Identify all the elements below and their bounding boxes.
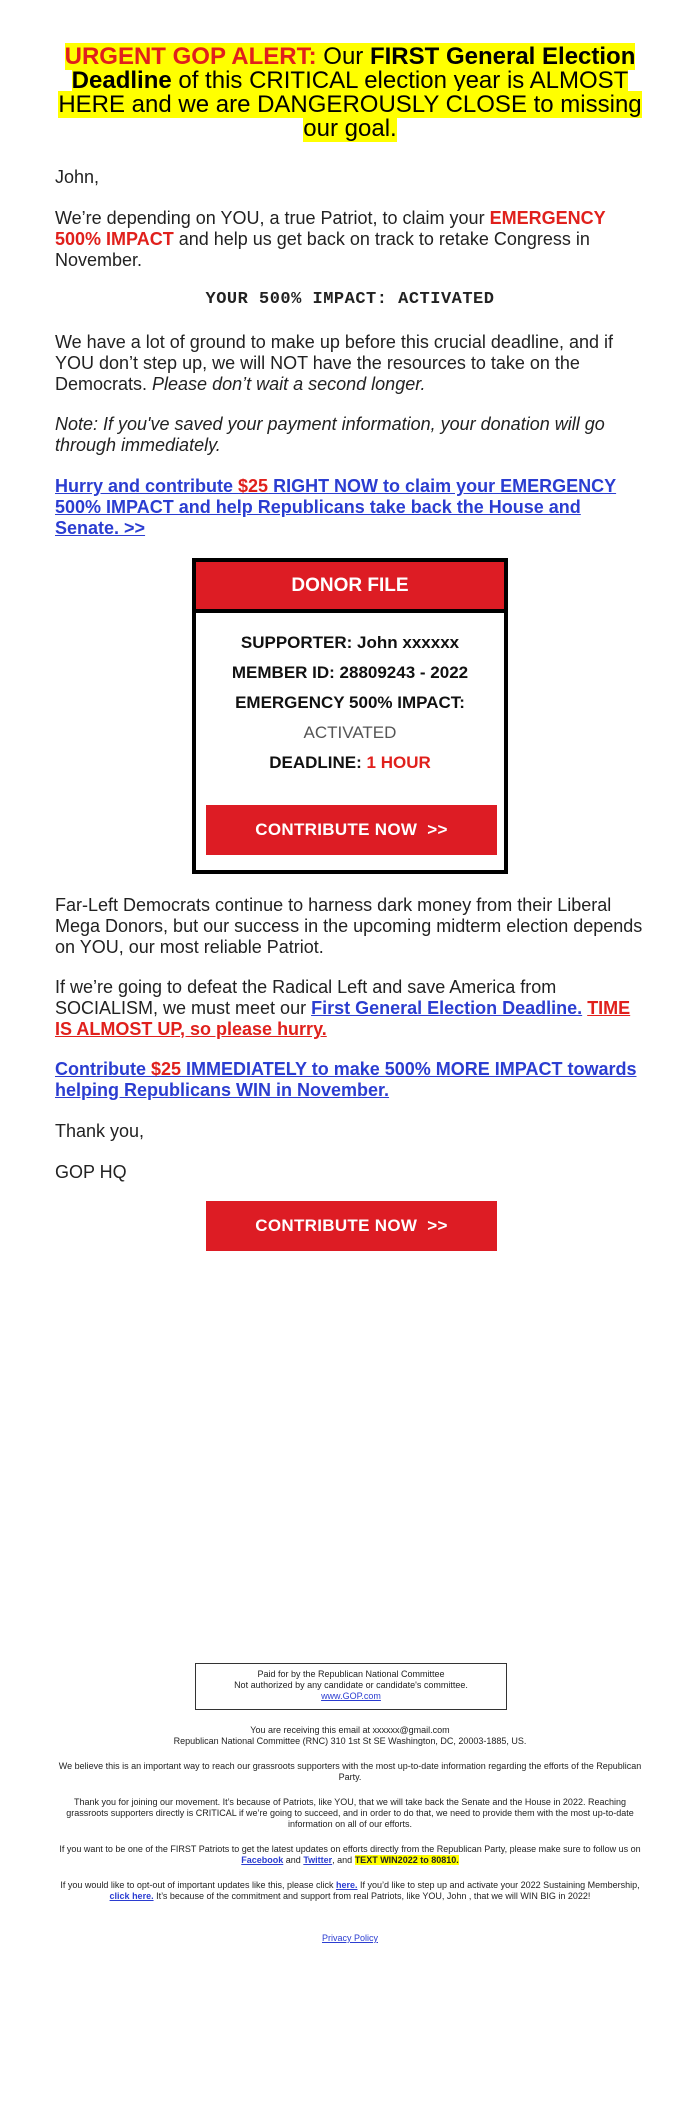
facebook-link[interactable]: Facebook <box>241 1855 284 1865</box>
contribute-link-2-text[interactable] <box>55 1059 636 1100</box>
para4-a: If we’re going to defeat the Radical Left and save America from SOCIALISM, we must meet our <box>55 977 557 1018</box>
donor-supporter: SUPPORTER: John xxxxxx <box>240 633 460 652</box>
footer-optout-a: If you would like to opt-out of important updates like this, please click <box>60 1880 336 1890</box>
paragraph-democrats: Far-Left Democrats continue to harness dark money from their Liberal Mega Donors, but our success in the upcoming midterm election depends on YOU, our most reliable Patriot. <box>55 895 643 957</box>
paid-by: Paid for by the Republican National Committee <box>257 1669 445 1679</box>
time-almost-up-link[interactable]: TIME IS ALMOST UP, so please hurry. <box>55 998 631 1039</box>
headline-highlight <box>58 43 641 142</box>
paid-for-box <box>195 1663 507 1710</box>
privacy-policy-link[interactable]: Privacy Policy <box>321 1933 378 1943</box>
donor-impact-status: ACTIVATED <box>303 723 397 742</box>
footer-believe: We believe this is an important way to reach our grassroots supporters with the most up-to-date information regarding the efforts of the Republican Party. <box>58 1761 642 1782</box>
footer-address: Republican National Committee (RNC) 310 1st St SE Washington, DC, 20003-1885, US. <box>173 1736 527 1746</box>
footer-receiving <box>55 1725 645 1747</box>
donor-file-card <box>192 558 508 874</box>
urgent-label: URGENT GOP ALERT: <box>64 43 317 70</box>
headline-part1: Our <box>316 43 370 70</box>
paragraph-impact <box>55 208 645 271</box>
footer-optout <box>55 1880 645 1902</box>
paragraph-socialism <box>55 977 645 1040</box>
payment-note <box>55 414 645 456</box>
donor-deadline-label: DEADLINE: <box>269 753 367 772</box>
headline-part2: of this CRITICAL election year is ALMOST HERE and we are DANGEROUSLY CLOSE to missing our goal. <box>58 67 642 142</box>
not-authorized: Not authorized by any candidate or candidate's committee. <box>234 1680 468 1690</box>
donor-file-header: DONOR FILE <box>196 562 504 613</box>
sustaining-membership-link[interactable]: click here. <box>109 1891 154 1901</box>
paragraph-ground <box>55 332 645 395</box>
footer-receiving-text: You are receiving this email at xxxxxx@gmail.com <box>250 1725 450 1735</box>
payment-note-text: Note: If you've saved your payment information, your donation will go through immediately. <box>55 414 605 455</box>
donor-impact-label: EMERGENCY 500% IMPACT: <box>235 693 465 712</box>
para2-text: We have a lot of ground to make up before this crucial deadline, and if YOU don’t step up, we will NOT have the resources to take on the Democrats. <box>55 332 614 394</box>
para2-italic: Please don’t wait a second longer. <box>152 374 426 394</box>
contribute-link-1[interactable] <box>55 476 645 539</box>
link2-amount[interactable]: $25 <box>151 1059 182 1079</box>
footer-first-a: If you want to be one of the FIRST Patriots to get the latest updates on efforts directly from the Republican Party, please make sure to follow us on <box>59 1844 641 1854</box>
footer-privacy <box>55 1933 645 1944</box>
contribute-now-button[interactable]: CONTRIBUTE NOW >> <box>206 805 497 855</box>
emergency-impact-text: EMERGENCY 500% IMPACT <box>55 208 606 249</box>
link2-a[interactable]: Contribute <box>55 1059 151 1079</box>
contribute-now-bottom-button[interactable]: CONTRIBUTE NOW >> <box>206 1201 497 1251</box>
footer-thank-you: Thank you for joining our movement. It’s because of Patriots, like YOU, that we will take back the Senate and the House in 2022. Reaching grassroots supporters directly is CRITICAL if we’re going to succeed, and in order to do that, we need to provide them with the most up-to-date information on all of our efforts. <box>66 1797 634 1829</box>
contribute-link-1-text[interactable] <box>55 476 616 538</box>
footer-optout-b: If you’d like to step up and activate your 2022 Sustaining Membership, <box>357 1880 640 1890</box>
link2-b[interactable]: IMMEDIATELY to make 500% MORE IMPACT towards helping Republicans WIN in November. <box>55 1059 637 1100</box>
thank-you: Thank you, <box>55 1121 145 1141</box>
greeting: John, <box>55 167 100 187</box>
footer-follow <box>55 1844 645 1866</box>
footer-comma-and: , and <box>332 1855 355 1865</box>
impact-activated-line: YOUR 500% IMPACT: ACTIVATED <box>205 290 495 309</box>
donor-deadline <box>196 748 504 778</box>
link1-a[interactable]: Hurry and contribute <box>55 476 239 496</box>
optout-here-link[interactable]: here. <box>335 1880 358 1890</box>
footer-and: and <box>283 1855 304 1865</box>
twitter-link[interactable]: Twitter <box>303 1855 333 1865</box>
text-win-highlight: TEXT WIN2022 to 80810. <box>354 1855 459 1865</box>
donor-deadline-value: 1 HOUR <box>366 753 431 772</box>
first-deadline-link[interactable]: First General Election Deadline. <box>311 998 583 1018</box>
para1-text-a: We’re depending on YOU, a true Patriot, to claim your <box>55 208 490 228</box>
footer-optout-c: It’s because of the commitment and support from real Patriots, like YOU, John , that we will WIN BIG in 2022! <box>153 1891 591 1901</box>
signature: GOP HQ <box>55 1162 127 1182</box>
contribute-link-2[interactable] <box>55 1059 645 1101</box>
headline-first-deadline: FIRST General Election Deadline <box>71 43 636 94</box>
urgent-headline <box>55 45 645 141</box>
para1-text-b: and help us get back on track to retake Congress in November. <box>55 229 590 270</box>
gop-site-link[interactable]: www.GOP.com <box>321 1691 381 1701</box>
link1-b[interactable]: RIGHT NOW to claim your EMERGENCY 500% IMPACT and help Republicans take back the House and Senate. >> <box>55 476 617 538</box>
link1-amount[interactable]: $25 <box>238 476 269 496</box>
donor-member-id: MEMBER ID: 28809243 - 2022 <box>231 663 469 682</box>
